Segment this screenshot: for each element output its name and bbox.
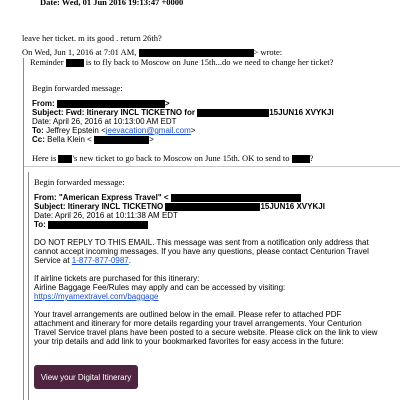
here-line: Here is 's new ticket to go back to Moscow on June 15th. OK to send to ? <box>32 153 314 163</box>
redaction <box>94 136 149 144</box>
baggage-url-link[interactable]: https://myamextravel.com/baggage <box>34 292 159 301</box>
view-digital-itinerary-button[interactable] <box>34 365 138 389</box>
forward2-from: From: "American Express Travel" < <box>34 193 301 202</box>
itinerary-note-line-1: Your travel arrangements are outlined below in the email. Please refer to attached PDF <box>34 310 342 319</box>
forward1-to: To: Jeffrey Epstein <jeevacation@gmail.com> <box>32 126 196 135</box>
forward1-date: Date: April 26, 2016 at 10:13:00 AM EDT <box>32 117 177 126</box>
button-label: View your Digital Itinerary <box>40 372 132 382</box>
quote-bar-inner <box>28 172 29 400</box>
forward1-from: From: > <box>32 99 170 108</box>
redaction <box>165 203 260 211</box>
redaction <box>58 155 72 163</box>
redaction <box>292 155 310 163</box>
forward1-subject: Subject: Fwd: Itinerary INCL TICKETNO for 15JUN16 XVYKJI <box>32 108 334 117</box>
reply-text: leave her ticket. m its good . return 26th? <box>22 33 162 43</box>
forward1-begin: Begin forwarded message: <box>32 83 123 93</box>
phone-link[interactable]: 1-877-877-0987 <box>71 256 129 265</box>
itinerary-note-line-2: attachment and itinerary for more details regarding your travel arrangements. Your Centurion <box>34 319 362 328</box>
baggage-line-2: Airline Baggage Fee/Rules may apply and can be accessed by visiting: <box>34 283 286 292</box>
redaction <box>171 194 301 202</box>
forward2-begin: Begin forwarded message: <box>34 177 125 187</box>
redaction <box>57 100 165 108</box>
reminder-line: Reminder is to fly back to Moscow on June 15th...do we need to change her ticket? <box>30 57 334 67</box>
baggage-line-1: If airline tickets are purchased for this itinerary: <box>34 274 200 283</box>
redaction <box>48 221 148 229</box>
header-date: Date: Wed, 01 Jun 2016 19:13:47 +0000 <box>40 0 184 7</box>
forward2-date: Date: April 26, 2016 at 10:11:38 AM EDT <box>34 211 178 220</box>
notice-line-2: cannot accept incoming messages. If you have any questions, please contact Centurion Travel <box>34 247 369 256</box>
redaction <box>66 59 84 67</box>
redaction <box>139 49 254 57</box>
divider <box>24 166 400 167</box>
jeevacation-email-link[interactable]: jeevacation@gmail.com <box>105 126 191 135</box>
forward2-to: To: <box>34 220 148 229</box>
forward1-cc: Cc: Bella Klein < > <box>32 135 154 144</box>
notice-line-3: Service at 1-877-877-0987. <box>34 256 131 265</box>
quote-attribution: On Wed, Jun 1, 2016 at 7:01 AM, > wrote: <box>22 47 283 57</box>
notice-line-1: DO NOT REPLY TO THIS EMAIL. This message was sent from a notification only address that <box>34 238 369 247</box>
itinerary-note-line-4: your trip details and add link to your bookmarked favorites for easy access in the future: <box>34 337 344 346</box>
itinerary-note-line-3: Travel Service travel plans have been posted to a secure website. Please click on the link to view <box>34 328 378 337</box>
forward2-subject: Subject: Itinerary INCL TICKETNO 15JUN16 XVYKJI <box>34 202 325 211</box>
redaction <box>197 109 269 117</box>
quote-bar <box>23 58 24 400</box>
